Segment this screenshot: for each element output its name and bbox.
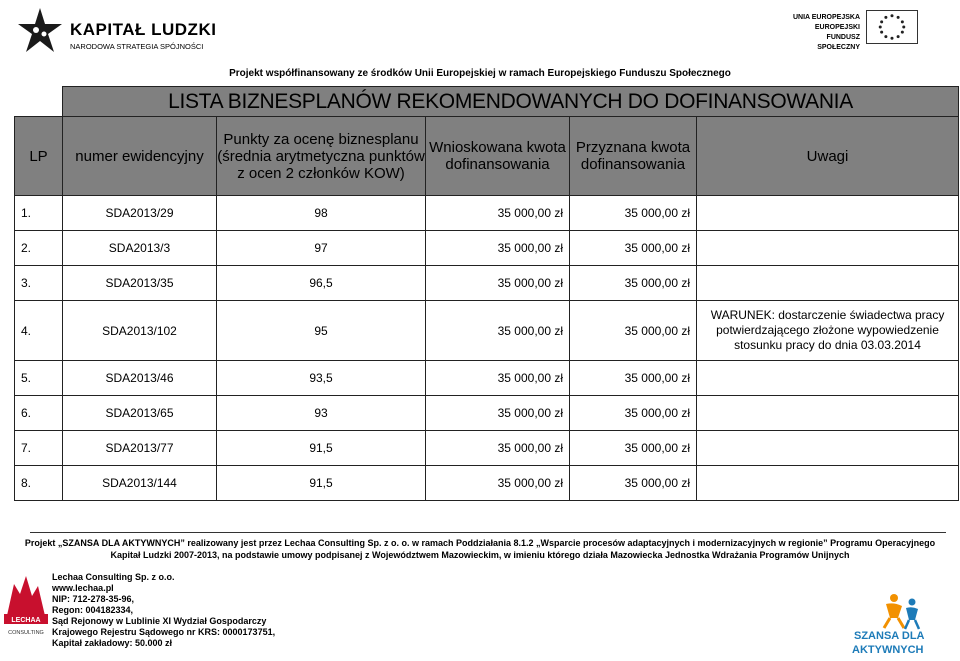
cell-points: 91,5	[217, 431, 426, 466]
cell-requested: 35 000,00 zł	[426, 266, 570, 301]
table-row	[15, 266, 959, 301]
table-row	[15, 301, 959, 361]
cell-points: 91,5	[217, 466, 426, 501]
cell-requested: 35 000,00 zł	[426, 431, 570, 466]
cell-notes	[697, 396, 959, 431]
cell-requested: 35 000,00 zł	[426, 231, 570, 266]
footer-project-note	[0, 537, 960, 561]
szansa-logo-line2: AKTYWNYCH	[852, 644, 924, 656]
table-row	[15, 396, 959, 431]
cell-points: 96,5	[217, 266, 426, 301]
cofinancing-note: Projekt współfinansowany ze środków Unii Europejskiej w ramach Europejskiego Funduszu Społecznego	[229, 68, 731, 79]
cell-lp: 2.	[15, 231, 63, 266]
cell-notes	[697, 431, 959, 466]
cell-number: SDA2013/29	[63, 196, 217, 231]
kapital-ludzki-subtitle: NARODOWA STRATEGIA SPÓJNOŚCI	[70, 42, 204, 51]
table-header-row	[15, 117, 959, 196]
cell-granted: 35 000,00 zł	[570, 396, 697, 431]
cell-notes	[697, 466, 959, 501]
business-plans-table	[14, 86, 959, 501]
cell-notes	[697, 266, 959, 301]
table-title: LISTA BIZNESPLANÓW REKOMENDOWANYCH DO DOFINANSOWANIA	[63, 87, 959, 117]
cell-notes	[697, 196, 959, 231]
szansa-logo-line1: SZANSA DLA	[854, 630, 925, 642]
cell-number: SDA2013/144	[63, 466, 217, 501]
kapital-ludzki-emblem-icon	[14, 6, 66, 58]
company-nip: NIP: 712-278-35-96,	[52, 594, 135, 604]
table-row	[15, 466, 959, 501]
svg-text:LECHAA: LECHAA	[11, 617, 41, 624]
cell-number: SDA2013/102	[63, 301, 217, 361]
company-capital: Kapitał zakładowy: 50.000 zł	[52, 638, 173, 648]
cell-requested: 35 000,00 zł	[426, 466, 570, 501]
cell-number: SDA2013/46	[63, 361, 217, 396]
footer-divider	[30, 532, 946, 533]
eu-flag-icon	[866, 10, 918, 44]
cell-granted: 35 000,00 zł	[570, 196, 697, 231]
title-spacer	[15, 87, 63, 117]
table-row	[15, 431, 959, 466]
cell-number: SDA2013/3	[63, 231, 217, 266]
cell-lp: 5.	[15, 361, 63, 396]
cell-granted: 35 000,00 zł	[570, 301, 697, 361]
eu-logo-text	[788, 13, 860, 53]
cell-granted: 35 000,00 zł	[570, 466, 697, 501]
cell-requested: 35 000,00 zł	[426, 396, 570, 431]
cell-notes	[697, 361, 959, 396]
lechaa-logo-icon	[4, 574, 48, 638]
eu-logo-line2: EUROPEJSKI	[814, 24, 860, 31]
eu-logo	[788, 10, 928, 51]
company-krs: Krajowego Rejestru Sądowego nr KRS: 0000173751,	[52, 627, 276, 637]
cell-points: 98	[217, 196, 426, 231]
cell-points: 93	[217, 396, 426, 431]
kapital-ludzki-logo	[14, 6, 217, 62]
cell-notes	[697, 231, 959, 266]
cell-lp: 4.	[15, 301, 63, 361]
cell-granted: 35 000,00 zł	[570, 361, 697, 396]
cell-granted: 35 000,00 zł	[570, 266, 697, 301]
cell-number: SDA2013/35	[63, 266, 217, 301]
cell-lp: 3.	[15, 266, 63, 301]
cell-notes-condition: WARUNEK: dostarczenie świadectwa pracy potwierdzającego złożone wypowiedzenie stosunku pracy do dnia 03.03.2014	[697, 301, 959, 361]
cell-granted: 35 000,00 zł	[570, 231, 697, 266]
szansa-dla-aktywnych-logo	[846, 592, 936, 656]
szansa-figures-icon	[846, 592, 936, 630]
cell-number: SDA2013/65	[63, 396, 217, 431]
eu-logo-line1: UNIA EUROPEJSKA	[792, 14, 860, 21]
table-row	[15, 196, 959, 231]
col-header-lp: LP	[15, 117, 63, 196]
cell-lp: 7.	[15, 431, 63, 466]
eu-logo-line3: FUNDUSZ SPOŁECZNY	[817, 34, 860, 51]
cell-granted: 35 000,00 zł	[570, 431, 697, 466]
company-regon: Regon: 004182334,	[52, 605, 134, 615]
table-row	[15, 361, 959, 396]
table-row	[15, 231, 959, 266]
company-court: Sąd Rejonowy w Lublinie XI Wydział Gospodarczy	[52, 616, 267, 626]
company-name: Lechaa Consulting Sp. z o.o.	[52, 572, 175, 582]
col-header-points: Punkty za ocenę biznesplanu (średnia arytmetyczna punktów z ocen 2 członków KOW)	[217, 117, 426, 196]
cell-points: 93,5	[217, 361, 426, 396]
footer-project-line2: Kapitał Ludzki 2007-2013, na podstawie umowy podpisanej z Województwem Mazowieckim, w imieniu którego działa Mazowiecka Jednostka Wdrażania Programów Unijnych	[110, 550, 850, 560]
cell-lp: 1.	[15, 196, 63, 231]
col-header-notes: Uwagi	[697, 117, 959, 196]
cell-lp: 6.	[15, 396, 63, 431]
company-info	[52, 572, 275, 649]
col-header-number: numer ewidencyjny	[63, 117, 217, 196]
cell-requested: 35 000,00 zł	[426, 361, 570, 396]
cell-lp: 8.	[15, 466, 63, 501]
svg-text:CONSULTING: CONSULTING	[8, 630, 44, 636]
company-website-link[interactable]: www.lechaa.pl	[52, 583, 114, 593]
cell-number: SDA2013/77	[63, 431, 217, 466]
col-header-granted: Przyznana kwota dofinansowania	[570, 117, 697, 196]
cell-requested: 35 000,00 zł	[426, 301, 570, 361]
kapital-ludzki-title: KAPITAŁ LUDZKI	[70, 20, 217, 39]
cell-requested: 35 000,00 zł	[426, 196, 570, 231]
col-header-requested: Wnioskowana kwota dofinansowania	[426, 117, 570, 196]
cell-points: 95	[217, 301, 426, 361]
footer-project-line1: Projekt „SZANSA DLA AKTYWNYCH” realizowany jest przez Lechaa Consulting Sp. z o. o. w ramach Poddziałania 8.1.2 „Wsparcie procesów adaptacyjnych i modernizacyjnych w regionie” Programu Operacyjnego	[24, 538, 936, 548]
cell-points: 97	[217, 231, 426, 266]
